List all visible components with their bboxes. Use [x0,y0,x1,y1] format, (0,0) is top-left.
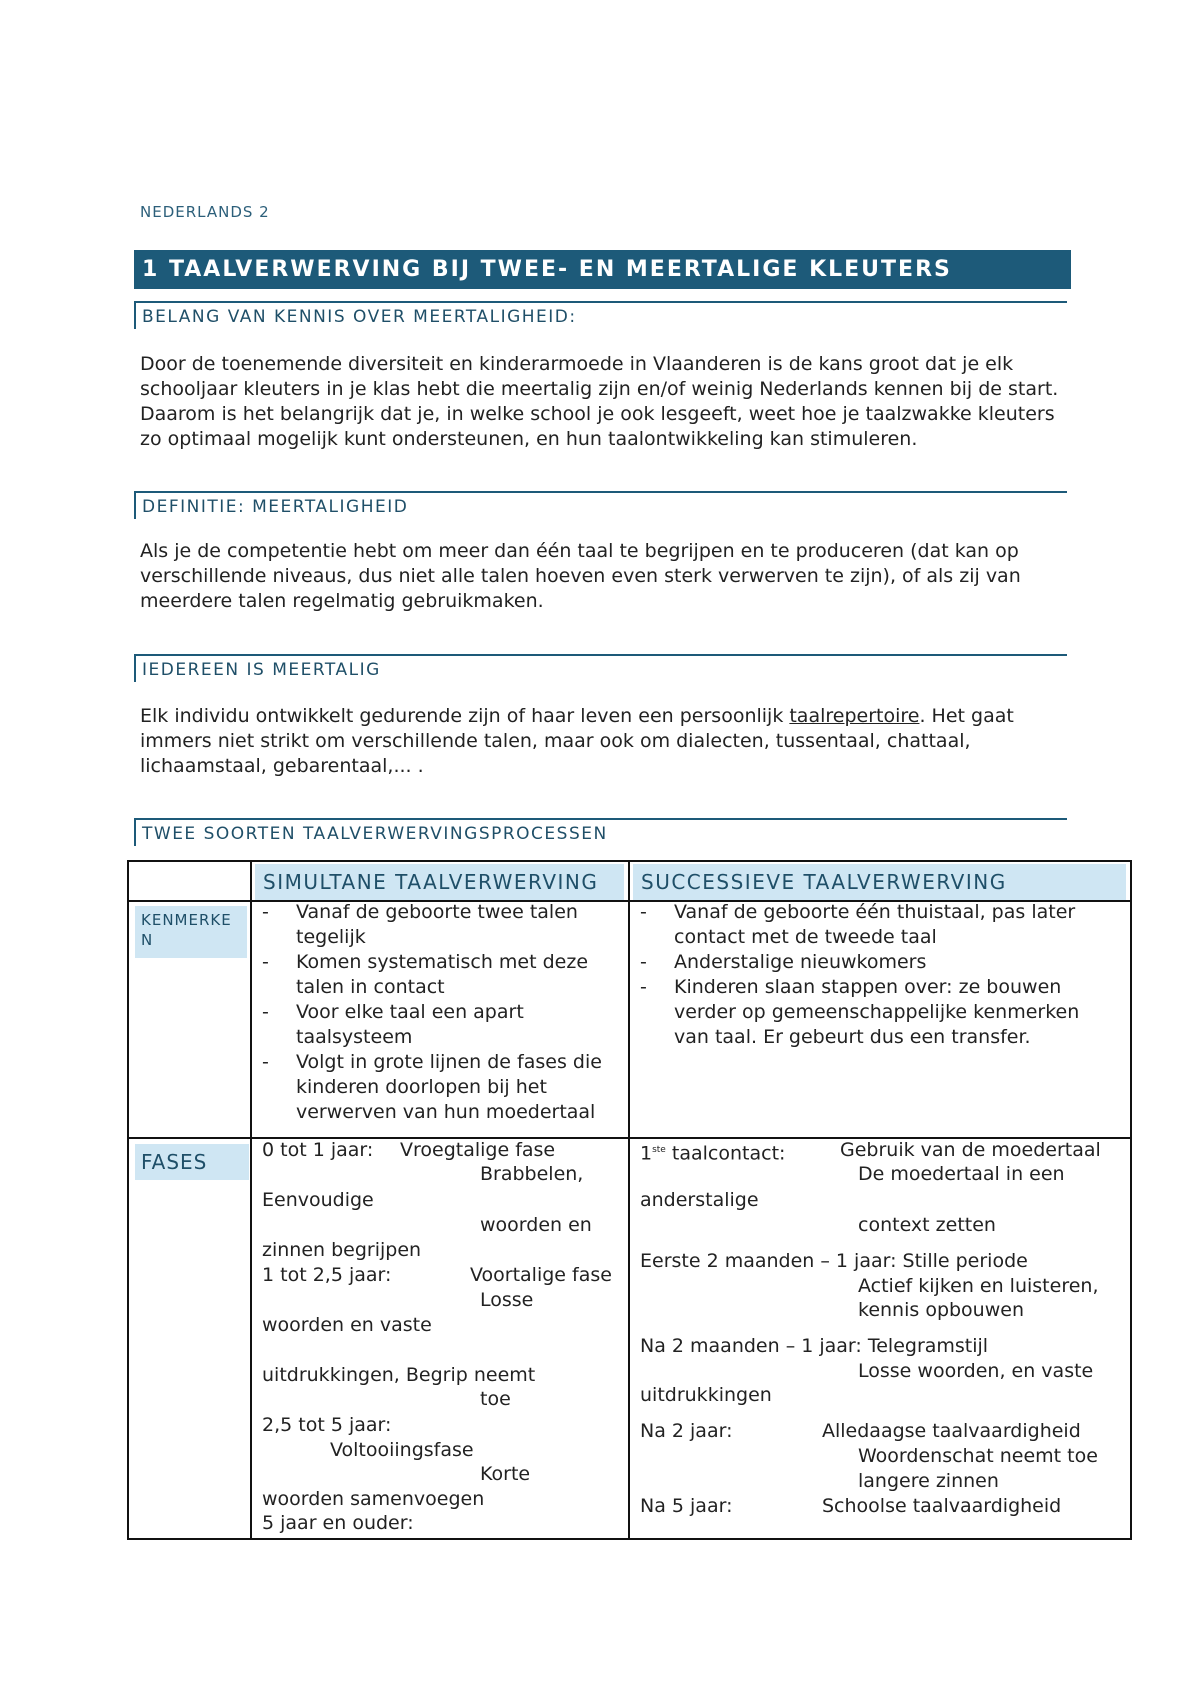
section-heading-belang: BELANG VAN KENNIS OVER MEERTALIGHEID: [134,301,1067,329]
fase-line: anderstalige [640,1189,759,1211]
fase-line: Voltooiingsfase [330,1439,474,1461]
fase-line: Na 2 maanden – 1 jaar: Telegramstijl [640,1335,989,1357]
list-item: - Volgt in grote lijnen de fases die kinderen doorlopen bij het verwerven van hun moedertaal [262,1050,622,1125]
list-item: - Kinderen slaan stappen over: ze bouwen verder op gemeenschappelijke kenmerken van taal. Er gebeurt dus een transfer. [640,975,1120,1050]
fase-line: 2,5 tot 5 jaar: [262,1414,392,1436]
section-heading-definitie: DEFINITIE: MEERTALIGHEID [134,491,1067,519]
fase-line: Gebruik van de moedertaal [840,1139,1101,1161]
fase-line: Voortalige fase [470,1264,612,1286]
kenmerken-simultane-cell [262,900,622,1125]
column-header-successieve: SUCCESSIEVE TAALVERWERVING [633,864,1126,900]
fase-line: Woordenschat neemt toe [858,1445,1098,1467]
underlined-term: taalrepertoire [789,705,920,727]
fase-line: toe [480,1388,511,1410]
section-heading-iedereen: IEDEREEN IS MEERTALIG [134,654,1067,682]
row-header-fases: FASES [135,1144,249,1180]
fase-line: woorden en vaste [262,1314,432,1336]
fase-line: Losse [480,1289,534,1311]
section-text-iedereen: Elk individu ontwikkelt gedurende zijn of haar leven een persoonlijk taalrepertoire. Het gaat immers niet strikt om verschillende talen, maar ook om dialecten, tussentaal, chattaal, lichaamstaal, gebarentaal,... . [140,705,1014,777]
fase-line: woorden en [480,1214,592,1236]
fase-line: Eerste 2 maanden – 1 jaar: Stille periode [640,1250,1028,1272]
comparison-table [127,860,1132,1540]
kenmerken-successieve-cell [640,900,1120,1050]
column-header-simultane: SIMULTANE TAALVERWERVING [255,864,624,900]
fase-line: Alledaagse taalvaardigheid [822,1420,1081,1442]
fase-line: De moedertaal in een [858,1163,1065,1185]
fase-line: 1 tot 2,5 jaar: [262,1264,392,1286]
fase-line: kennis opbouwen [858,1299,1024,1321]
list-item: - Vanaf de geboorte één thuistaal, pas later contact met de tweede taal [640,900,1120,950]
fase-line: 0 tot 1 jaar: [262,1139,374,1161]
list-item: - Voor elke taal een apart taalsysteem [262,1000,622,1050]
section-heading-twee-soorten: TWEE SOORTEN TAALVERWERVINGSPROCESSEN [134,818,1067,846]
fase-line: Eenvoudige [262,1189,374,1211]
fase-line: Brabbelen, [480,1163,584,1185]
fase-line: uitdrukkingen [640,1384,772,1406]
list-item: - Vanaf de geboorte twee talen tegelijk [262,900,622,950]
list-item: - Komen systematisch met deze talen in contact [262,950,622,1000]
fase-line: langere zinnen [858,1470,999,1492]
chapter-title: 1 TAALVERWERVING BIJ TWEE- EN MEERTALIGE KLEUTERS [134,250,1071,289]
list-item: - Anderstalige nieuwkomers [640,950,1120,975]
section-text-definitie: Als je de competentie hebt om meer dan één taal te begrijpen en te produceren (dat kan op verschillende niveaus, dus niet alle talen hoeven even sterk verwerven te zijn), of als zij van meerdere talen regelmatig gebruikmaken. [140,540,1021,612]
fase-line: Korte [480,1463,531,1485]
fase-line: zinnen begrijpen [262,1239,422,1261]
section-text-belang: Door de toenemende diversiteit en kinderarmoede in Vlaanderen is de kans groot dat je elk schooljaar kleuters in je klas hebt die meertalig zijn en/of weinig Nederlands kennen bij de start. Daarom is het belangrijk dat je, in welke school je ook lesgeeft, weet hoe je taalzwakke kleuters zo optimaal mogelijk kunt ondersteunen, en hun taalontwikkeling kan stimuleren. [140,353,1059,450]
table-divider [250,862,252,1538]
document-header-label: NEDERLANDS 2 [140,203,270,221]
fase-line: Na 5 jaar: [640,1495,733,1517]
fase-line: Losse woorden, en vaste [858,1360,1094,1382]
fase-line: woorden samenvoegen [262,1488,485,1510]
fase-line: context zetten [858,1214,996,1236]
fase-line: Na 2 jaar: [640,1420,733,1442]
table-divider [628,862,630,1538]
row-header-kenmerken: KENMERKEN [135,906,247,958]
fase-line: 5 jaar en ouder: [262,1512,414,1534]
fase-line: 1ste taalcontact: [640,1142,786,1165]
fase-line: Actief kijken en luisteren, [858,1275,1099,1297]
fase-line: Schoolse taalvaardigheid [822,1495,1062,1517]
fase-line: Vroegtalige fase [400,1139,556,1161]
fase-line: uitdrukkingen, Begrip neemt [262,1364,536,1386]
